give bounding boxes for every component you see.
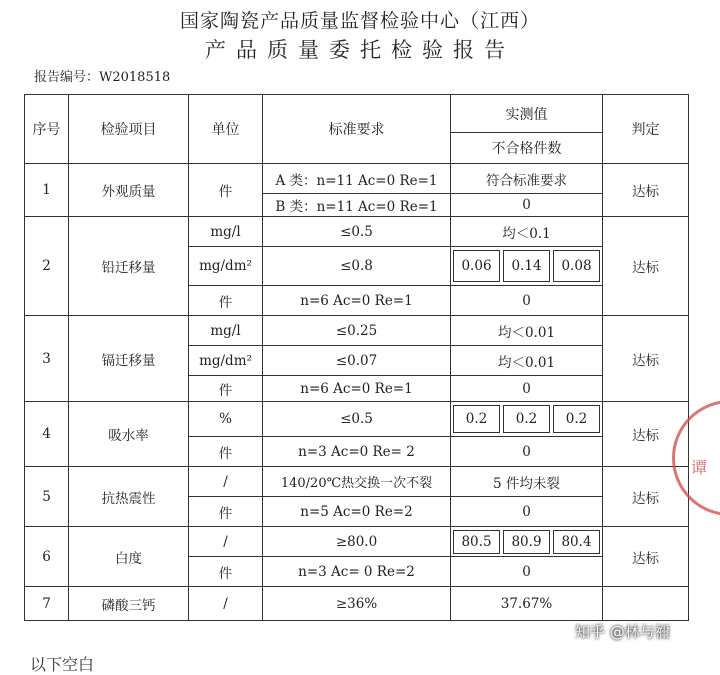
standard-cell: ≤0.07 [263, 346, 451, 376]
standard-cell: n=6 Ac=0 Re=1 [263, 286, 451, 316]
unit-cell: / [189, 467, 263, 497]
item-cell: 白度 [69, 527, 189, 587]
standard-cell: 140/20℃热交换一次不裂 [263, 467, 451, 497]
standard-cell: B 类：n=11 Ac=0 Re=1 [263, 194, 451, 217]
table-row [25, 587, 689, 621]
verdict-cell: 达标 [603, 316, 689, 402]
unit-cell: 件 [189, 557, 263, 587]
header-measured: 实测值 [451, 95, 603, 133]
header-measured-sub: 不合格件数 [451, 133, 603, 164]
measured-cell: 均＜0.01 [451, 316, 603, 346]
verdict-cell: 达标 [603, 164, 689, 217]
report-title-line1: 国家陶瓷产品质量监督检验中心（江西） [179, 10, 540, 32]
item-cell: 磷酸三钙 [69, 587, 189, 621]
standard-cell: ≤0.5 [263, 217, 451, 247]
verdict-cell [603, 587, 689, 621]
standard-cell: ≤0.8 [263, 247, 451, 286]
table-row [25, 164, 689, 194]
seq-cell: 4 [25, 402, 69, 467]
unit-cell: 件 [189, 376, 263, 402]
verdict-cell: 达标 [603, 467, 689, 527]
measured-cell: 均＜0.01 [451, 346, 603, 376]
seq-cell: 7 [25, 587, 69, 621]
watermark: 知乎 @林与禰 [575, 623, 670, 641]
verdict-cell: 达标 [603, 402, 689, 467]
measured-cell: 符合标准要求 [451, 164, 603, 194]
seq-cell: 2 [25, 217, 69, 316]
standard-cell: ≤0.25 [263, 316, 451, 346]
standard-cell: n=6 Ac=0 Re=1 [263, 376, 451, 402]
sample-value: 0.06 [453, 250, 500, 282]
seq-cell: 3 [25, 316, 69, 402]
sample-value: 80.4 [553, 530, 600, 554]
measured-cell: 均＜0.1 [451, 217, 603, 247]
standard-cell: ≥80.0 [263, 527, 451, 557]
unit-cell: mg/l [189, 316, 263, 346]
table-row [25, 467, 689, 497]
measured-cell: 0 [451, 194, 603, 217]
item-cell: 镉迁移量 [69, 316, 189, 402]
standard-cell: A 类：n=11 Ac=0 Re=1 [263, 164, 451, 194]
unit-cell: 件 [189, 437, 263, 467]
header-standard: 标准要求 [263, 95, 451, 164]
item-cell: 外观质量 [69, 164, 189, 217]
sample-value: 80.9 [503, 530, 550, 554]
sample-value: 80.5 [453, 530, 500, 554]
measured-cell: 0 [451, 376, 603, 402]
seq-cell: 6 [25, 527, 69, 587]
standard-cell: ≥36% [263, 587, 451, 621]
unit-cell: 件 [189, 286, 263, 316]
header-seq: 序号 [25, 95, 69, 164]
inspection-table [24, 94, 689, 621]
table-row [25, 402, 689, 437]
header-unit: 单位 [189, 95, 263, 164]
unit-cell: 件 [189, 164, 263, 217]
table-row [25, 527, 689, 557]
unit-cell: mg/l [189, 217, 263, 247]
sample-value: 0.08 [553, 250, 600, 282]
measured-cell [451, 247, 603, 286]
standard-cell: n=3 Ac=0 Re= 2 [263, 437, 451, 467]
unit-cell: / [189, 587, 263, 621]
end-of-table-note: 以下空白 [30, 655, 95, 674]
measured-cell: 0 [451, 286, 603, 316]
header-verdict: 判定 [603, 95, 689, 164]
unit-cell: mg/dm² [189, 346, 263, 376]
seq-cell: 1 [25, 164, 69, 217]
measured-cell: 37.67% [451, 587, 603, 621]
verdict-cell: 达标 [603, 217, 689, 316]
measured-cell: 0 [451, 437, 603, 467]
seq-cell: 5 [25, 467, 69, 527]
measured-cell: 0 [451, 497, 603, 527]
item-cell: 铅迁移量 [69, 217, 189, 316]
measured-cell: 0 [451, 557, 603, 587]
table-row [25, 316, 689, 346]
sample-value: 0.14 [503, 250, 550, 282]
unit-cell: 件 [189, 497, 263, 527]
report-number: 报告编号：W2018518 [34, 70, 171, 85]
item-cell: 抗热震性 [69, 467, 189, 527]
sample-value: 0.2 [503, 405, 550, 433]
verdict-cell: 达标 [603, 527, 689, 587]
unit-cell: % [189, 402, 263, 437]
report-title-line2: 产品质量委托检验报告 [205, 38, 515, 62]
standard-cell: ≤0.5 [263, 402, 451, 437]
measured-cell [451, 527, 603, 557]
sample-value: 0.2 [553, 405, 600, 433]
seal-text: 谭 [691, 458, 708, 477]
standard-cell: n=3 Ac= 0 Re=2 [263, 557, 451, 587]
header-item: 检验项目 [69, 95, 189, 164]
table-row [25, 217, 689, 247]
measured-cell [451, 402, 603, 437]
measured-cell: 5 件均未裂 [451, 467, 603, 497]
unit-cell: / [189, 527, 263, 557]
standard-cell: n=5 Ac=0 Re=2 [263, 497, 451, 527]
sample-value: 0.2 [453, 405, 500, 433]
unit-cell: mg/dm² [189, 247, 263, 286]
item-cell: 吸水率 [69, 402, 189, 467]
